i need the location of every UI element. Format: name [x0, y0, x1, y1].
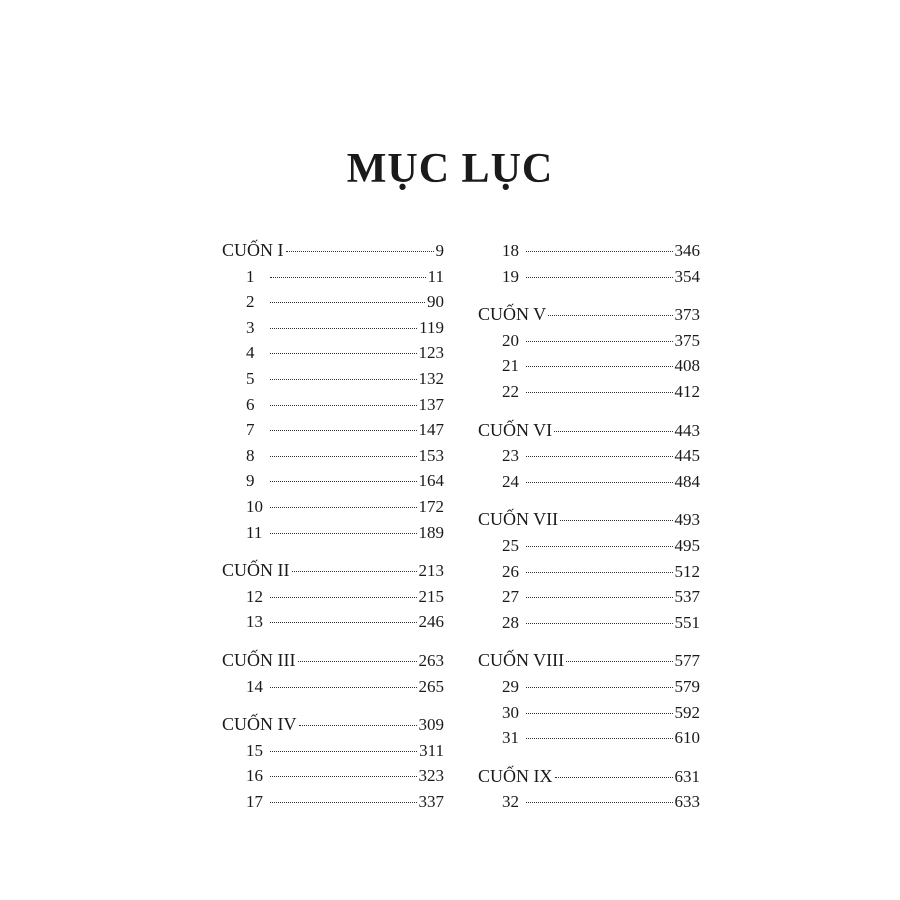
toc-book-entry: [478, 507, 700, 533]
toc-group: [478, 302, 700, 404]
page-number: 246: [418, 612, 444, 632]
book-title: CUỐN IV: [222, 714, 297, 735]
page-number: 631: [674, 766, 700, 786]
page-number: 215: [418, 586, 444, 606]
toc-chapter-entry: [222, 520, 444, 546]
chapter-number: 16: [246, 766, 263, 786]
dot-leader: [270, 481, 417, 482]
page-number: 11: [427, 266, 444, 286]
toc-chapter-entry: [478, 443, 700, 469]
toc-chapter-entry: [222, 494, 444, 520]
book-title: CUỐN IX: [478, 765, 553, 786]
page-number: 119: [419, 317, 444, 337]
dot-leader: [270, 507, 417, 508]
toc-chapter-entry: [222, 468, 444, 494]
toc-book-entry: [478, 648, 700, 674]
toc-group: [478, 648, 700, 750]
toc-chapter-entry: [478, 328, 700, 354]
dot-leader: [560, 520, 672, 521]
toc-group: [222, 558, 444, 635]
toc-chapter-entry: [478, 533, 700, 559]
book-title: CUỐN V: [478, 304, 547, 325]
chapter-number: 29: [502, 676, 519, 696]
page-number: 189: [418, 522, 444, 542]
chapter-number: 30: [502, 702, 519, 722]
page-number: 373: [674, 305, 700, 325]
toc-book-entry: [478, 764, 700, 790]
toc-chapter-entry: [478, 610, 700, 636]
book-title: CUỐN II: [222, 560, 290, 581]
page-number: 493: [674, 510, 700, 530]
toc-group: [478, 418, 700, 495]
toc-book-entry: [222, 712, 444, 738]
page-number: 265: [418, 676, 444, 696]
dot-leader: [292, 571, 417, 572]
page-number: 445: [674, 446, 700, 466]
chapter-number: 14: [246, 676, 263, 696]
page-number: 577: [674, 651, 700, 671]
toc-column-left: [222, 238, 444, 827]
toc-chapter-entry: [478, 238, 700, 264]
dot-leader: [270, 456, 417, 457]
dot-leader: [555, 777, 673, 778]
dot-leader: [526, 738, 673, 739]
chapter-number: 15: [246, 740, 263, 760]
toc-group: [222, 648, 444, 699]
dot-leader: [270, 353, 417, 354]
chapter-number: 28: [502, 612, 519, 632]
toc-chapter-entry: [222, 584, 444, 610]
page-number: 412: [674, 381, 700, 401]
chapter-number: 1: [246, 266, 255, 286]
page-number: 346: [674, 241, 700, 260]
dot-leader: [270, 430, 417, 431]
page-number: 213: [418, 561, 444, 581]
toc-chapter-entry: [478, 674, 700, 700]
chapter-number: 11: [246, 522, 263, 542]
dot-leader: [526, 392, 673, 393]
toc-chapter-entry: [222, 674, 444, 700]
toc-chapter-entry: [222, 392, 444, 418]
dot-leader: [526, 802, 673, 803]
dot-leader: [270, 277, 426, 278]
toc-group: [478, 764, 700, 815]
page-number: 610: [674, 728, 700, 748]
page-number: 375: [674, 330, 700, 350]
chapter-number: 19: [502, 266, 519, 286]
dot-leader: [526, 572, 673, 573]
page-number: 537: [674, 587, 700, 607]
toc-group: [478, 507, 700, 635]
toc-group: [478, 238, 700, 289]
toc-chapter-entry: [222, 340, 444, 366]
page-number: 551: [674, 612, 700, 632]
toc-book-entry: [222, 238, 444, 264]
dot-leader: [548, 315, 672, 316]
page-number: 495: [674, 535, 700, 555]
page-number: 512: [674, 561, 700, 581]
dot-leader: [526, 623, 673, 624]
page-number: 311: [419, 740, 444, 760]
page-number: 408: [674, 356, 700, 376]
toc-chapter-entry: [222, 609, 444, 635]
page-number: 309: [418, 715, 444, 735]
toc-group: [222, 712, 444, 814]
chapter-number: 8: [246, 445, 255, 465]
dot-leader: [526, 277, 673, 278]
chapter-number: 12: [246, 586, 263, 606]
dot-leader: [270, 405, 417, 406]
dot-leader: [270, 776, 417, 777]
book-title: CUỐN VII: [478, 509, 559, 530]
book-title: CUỐN VIII: [478, 650, 565, 671]
dot-leader: [526, 341, 673, 342]
toc-chapter-entry: [222, 789, 444, 815]
dot-leader: [270, 687, 417, 688]
toc-chapter-entry: [222, 315, 444, 341]
page-number: 323: [418, 766, 444, 786]
chapter-number: 6: [246, 394, 255, 414]
page-number: 137: [418, 394, 444, 414]
dot-leader: [270, 622, 417, 623]
book-title: CUỐN I: [222, 240, 284, 260]
dot-leader: [526, 713, 673, 714]
chapter-number: 17: [246, 791, 263, 811]
toc-chapter-entry: [478, 584, 700, 610]
page-number: 90: [427, 292, 444, 312]
dot-leader: [270, 533, 417, 534]
book-title: CUỐN VI: [478, 419, 553, 440]
toc-chapter-entry: [222, 443, 444, 469]
chapter-number: 4: [246, 343, 255, 363]
toc-chapter-entry: [478, 700, 700, 726]
toc-chapter-entry: [478, 789, 700, 815]
chapter-number: 23: [502, 446, 519, 466]
chapter-number: 21: [502, 356, 519, 376]
dot-leader: [270, 597, 417, 598]
toc-book-entry: [222, 558, 444, 584]
chapter-number: 13: [246, 612, 263, 632]
chapter-number: 10: [246, 496, 263, 516]
toc-chapter-entry: [222, 264, 444, 290]
chapter-number: 24: [502, 471, 519, 491]
dot-leader: [270, 751, 417, 752]
dot-leader: [526, 251, 673, 252]
page-number: 443: [674, 420, 700, 440]
toc-book-entry: [222, 648, 444, 674]
page-number: 633: [674, 792, 700, 812]
page-number: 579: [674, 676, 700, 696]
chapter-number: 26: [502, 561, 519, 581]
dot-leader: [526, 366, 673, 367]
dot-leader: [526, 456, 673, 457]
page-number: 263: [418, 650, 444, 670]
toc-chapter-entry: [478, 725, 700, 751]
page-number: 164: [418, 471, 444, 491]
toc-chapter-entry: [222, 366, 444, 392]
dot-leader: [270, 802, 417, 803]
toc-chapter-entry: [478, 559, 700, 585]
page-number: 153: [418, 445, 444, 465]
toc-chapter-entry: [222, 417, 444, 443]
chapter-number: 25: [502, 535, 519, 555]
page-number: 484: [674, 471, 700, 491]
toc-book-entry: [478, 418, 700, 444]
dot-leader: [526, 546, 673, 547]
toc-group: [222, 238, 444, 545]
toc-chapter-entry: [222, 738, 444, 764]
dot-leader: [270, 328, 417, 329]
toc-chapter-entry: [478, 264, 700, 290]
dot-leader: [526, 482, 673, 483]
dot-leader: [526, 687, 673, 688]
dot-leader: [299, 725, 417, 726]
chapter-number: 20: [502, 330, 519, 350]
page-title: MỤC LỤC: [346, 146, 554, 192]
chapter-number: 3: [246, 317, 255, 337]
page-number: 9: [435, 241, 444, 260]
page-number: 172: [418, 496, 444, 516]
dot-leader: [554, 431, 672, 432]
dot-leader: [270, 302, 425, 303]
dot-leader: [270, 379, 417, 380]
chapter-number: 32: [502, 792, 519, 812]
toc-column-right: [478, 238, 700, 828]
page-number: 592: [674, 702, 700, 722]
page-number: 123: [418, 343, 444, 363]
toc-chapter-entry: [478, 353, 700, 379]
page-number: 337: [418, 791, 444, 811]
chapter-number: 22: [502, 381, 519, 401]
chapter-number: 27: [502, 587, 519, 607]
chapter-number: 7: [246, 420, 255, 440]
book-title: CUỐN III: [222, 649, 296, 670]
page-number: 147: [418, 420, 444, 440]
toc-chapter-entry: [222, 763, 444, 789]
toc-book-entry: [478, 302, 700, 328]
chapter-number: 5: [246, 368, 255, 388]
dot-leader: [566, 661, 672, 662]
chapter-number: 18: [502, 241, 519, 260]
chapter-number: 31: [502, 728, 519, 748]
dot-leader: [526, 597, 673, 598]
chapter-number: 9: [246, 471, 255, 491]
toc-chapter-entry: [222, 289, 444, 315]
toc-chapter-entry: [478, 469, 700, 495]
page-number: 354: [674, 266, 700, 286]
dot-leader: [286, 251, 434, 252]
page-number: 132: [418, 368, 444, 388]
toc-chapter-entry: [478, 379, 700, 405]
dot-leader: [298, 661, 417, 662]
chapter-number: 2: [246, 292, 255, 312]
